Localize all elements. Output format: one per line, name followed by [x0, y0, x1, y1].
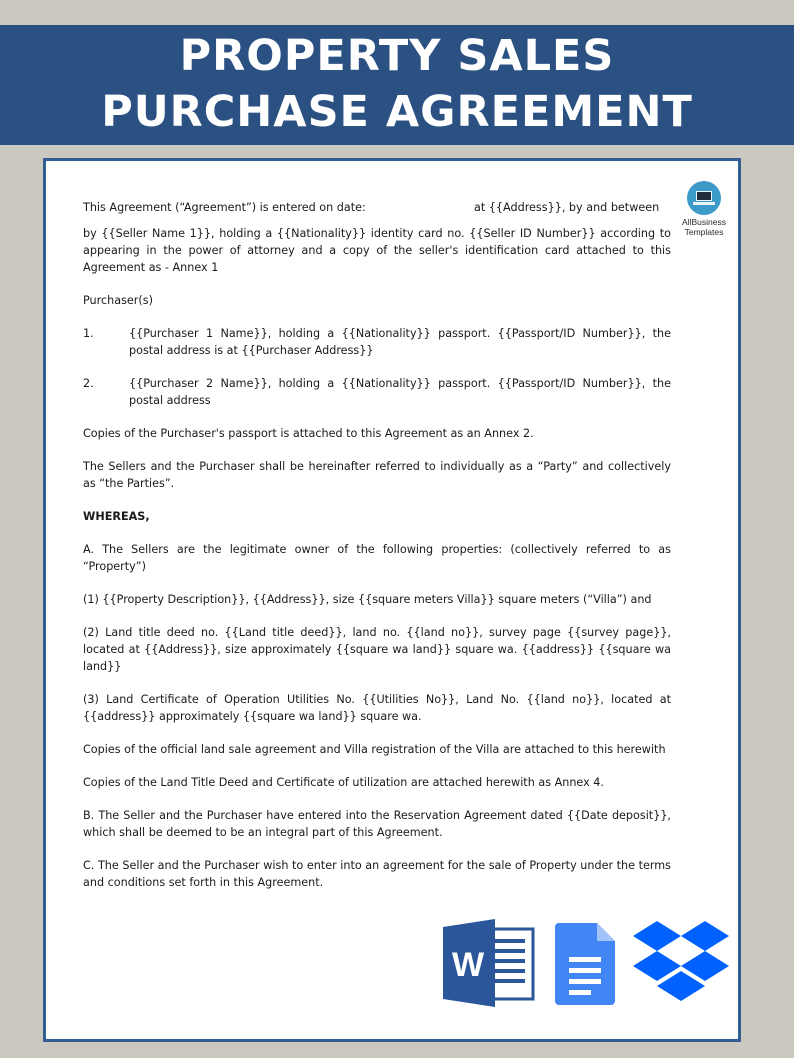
title-line-2: PURCHASE AGREEMENT	[101, 87, 693, 137]
clause-b: B. The Seller and the Purchaser have entered into the Reservation Agreement dated {{Date deposit}}, which shall be deemed to be an integral part of this Agreement.	[83, 809, 671, 839]
word-icon	[441, 919, 535, 1007]
purchaser-item-2	[83, 375, 671, 409]
svg-text:W: W	[451, 946, 485, 984]
passport-copies-paragraph: Copies of the Purchaser's passport is attached to this Agreement as an Annex 2.	[83, 427, 534, 440]
title-banner	[0, 25, 794, 145]
purchaser-item-1-text: {{Purchaser 1 Name}}, holding a {{Nationality}} passport. {{Passport/ID Number}}, the postal address is at {{Purchaser Address}}	[129, 327, 671, 357]
dropbox-icon	[633, 921, 729, 1007]
allbusiness-logo	[674, 181, 734, 237]
purchaser-item-1	[83, 325, 671, 359]
intro-address: at {{Address}}, by and between	[474, 201, 660, 214]
parties-paragraph: The Sellers and the Purchaser shall be hereinafter referred to individually as a “Party” and collectively as “the Parties”.	[83, 460, 671, 490]
intro-line	[83, 199, 671, 216]
clause-c: C. The Seller and the Purchaser wish to enter into an agreement for the sale of Property under the terms and conditions set forth in this Agreement.	[83, 859, 671, 889]
seller-paragraph: by {{Seller Name 1}}, holding a {{Nationality}} identity card no. {{Seller ID Number}} according to appearing in the power of attorney and a copy of the seller's identification card attached to this Agreement as - Annex 1	[83, 227, 671, 274]
property-item-3: (3) Land Certificate of Operation Utilities No. {{Utilities No}}, Land No. {{land no}}, located at {{address}} approximately {{square wa land}} square wa.	[83, 693, 671, 723]
clause-a: A. The Sellers are the legitimate owner of the following properties: (collectively referred to as “Property”)	[83, 543, 671, 573]
intro-text: This Agreement (“Agreement”) is entered on date:	[83, 201, 366, 214]
property-item-1: (1) {{Property Description}}, {{Address}}, size {{square meters Villa}} square meters (“Villa”) and	[83, 593, 652, 606]
whereas-heading: WHEREAS,	[83, 510, 150, 523]
purchasers-label: Purchaser(s)	[83, 294, 153, 307]
app-icons	[441, 919, 741, 1009]
laptop-icon	[687, 181, 721, 215]
property-item-2: (2) Land title deed no. {{Land title deed}}, land no. {{land no}}, survey page {{survey page}}, located at {{Address}}, size approximately {{square wa land}} square wa. {{address}} {{square wa land}}	[83, 626, 671, 673]
deed-copies-paragraph: Copies of the Land Title Deed and Certificate of utilization are attached herewith as Annex 4.	[83, 776, 604, 789]
logo-text-line-1: AllBusiness	[682, 217, 726, 227]
document-body	[83, 199, 671, 891]
purchaser-item-2-number: 2.	[83, 377, 94, 390]
google-docs-icon	[555, 923, 617, 1005]
purchaser-item-2-text: {{Purchaser 2 Name}}, holding a {{Nationality}} passport. {{Passport/ID Number}}, the postal address	[129, 377, 671, 407]
document-page	[43, 158, 741, 1042]
title-line-1: PROPERTY SALES	[179, 31, 615, 81]
purchaser-item-1-number: 1.	[83, 327, 94, 340]
official-copies-paragraph: Copies of the official land sale agreement and Villa registration of the Villa are attached to this herewith	[83, 743, 666, 756]
logo-text-line-2: Templates	[684, 227, 724, 237]
